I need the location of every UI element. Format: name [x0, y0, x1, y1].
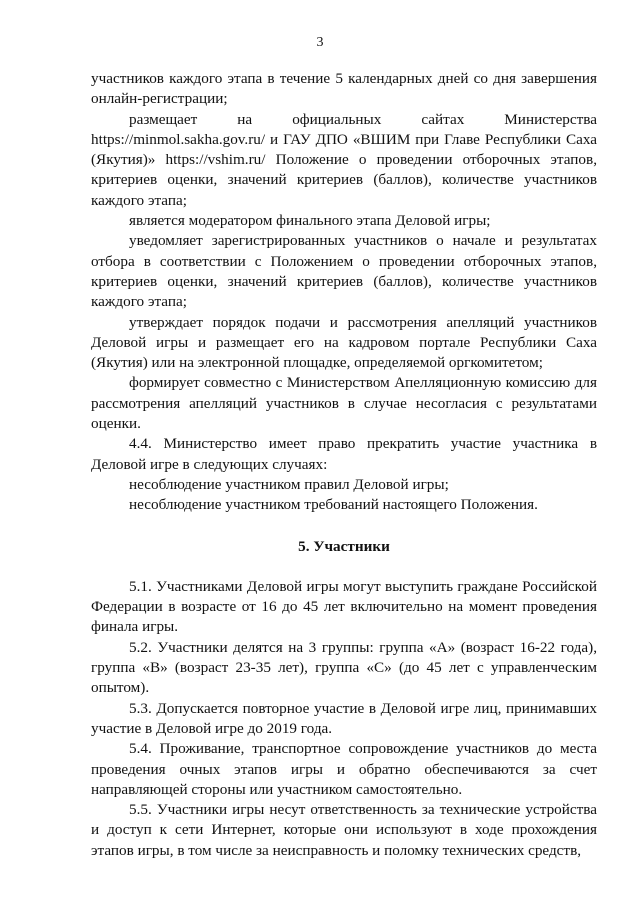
paragraph-5-3: 5.3. Допускается повторное участие в Деловой игре лиц, принимавших участие в Деловой игре до 2019 года.	[91, 699, 597, 737]
paragraph-rules-violation: несоблюдение участником правил Деловой игры;	[129, 475, 449, 493]
page-number: 3	[316, 35, 324, 50]
paragraph-continuation-deadline: участников каждого этапа в течение 5 календарных дней со дня завершения онлайн-регистрации;	[91, 70, 597, 108]
section-heading-participants: 5. Участники	[298, 537, 390, 555]
spacer	[91, 516, 597, 537]
paragraph-final-moderator: является модератором финального этапа Деловой игры;	[129, 212, 491, 230]
paragraph-appeals-procedure: утверждает порядок подачи и рассмотрения апелляций участников Деловой игры и размещает его на кадровом портале Республики Саха (Якутия) или на электронной площадке, определяемой оргкомитетом;	[91, 313, 597, 372]
paragraph-requirements-violation: несоблюдение участником требований настоящего Положения.	[129, 496, 538, 514]
paragraph-5-5: 5.5. Участники игры несут ответственность за технические устройства и доступ к сети Интернет, которые они используют в ходе прохождения этапов игры, в том числе за неисправность и поломку технических средств,	[91, 801, 597, 859]
paragraph-5-2: 5.2. Участники делятся на 3 группы: группа «А» (возраст 16-22 года), группа «В» (возраст 23-35 лет), группа «С» (до 45 лет с управленческим опытом).	[91, 638, 597, 697]
paragraph-5-1: 5.1. Участниками Деловой игры могут выступить граждане Российской Федерации в возрасте от 16 до 45 лет включительно на момент проведения финала игры.	[91, 577, 597, 636]
paragraph-notifies-participants: уведомляет зарегистрированных участников о начале и результатах отбора в соответствии с Положением о проведении отборочных этапов, критериев оценки, значений критериев (баллов), количестве участников каждого этапа;	[91, 232, 597, 311]
paragraph-publishes-regulations: размещает на официальных сайтах Министерства https://minmol.sakha.gov.ru/ и ГАУ ДПО «ВШИМ при Главе Республики Саха (Якутия)» https://vshim.ru/ Положение о проведении отборочных этапов, критериев оценки, значений критериев (баллов), количестве участников каждого этапа;	[91, 110, 597, 209]
paragraph-appeals-commission: формирует совместно с Министерством Апелляционную комиссию для рассмотрения апелляций участников в случае несогласия с результатами оценки.	[91, 374, 597, 433]
spacer	[91, 557, 597, 577]
paragraph-4-4: 4.4. Министерство имеет право прекратить участие участника в Деловой игре в следующих случаях:	[91, 435, 597, 473]
document-body	[91, 69, 597, 861]
paragraph-5-4: 5.4. Проживание, транспортное сопровождение участников до места проведения очных этапов игры и обратно обеспечиваются за счет направляющей стороны или участником самостоятельно.	[91, 740, 597, 798]
